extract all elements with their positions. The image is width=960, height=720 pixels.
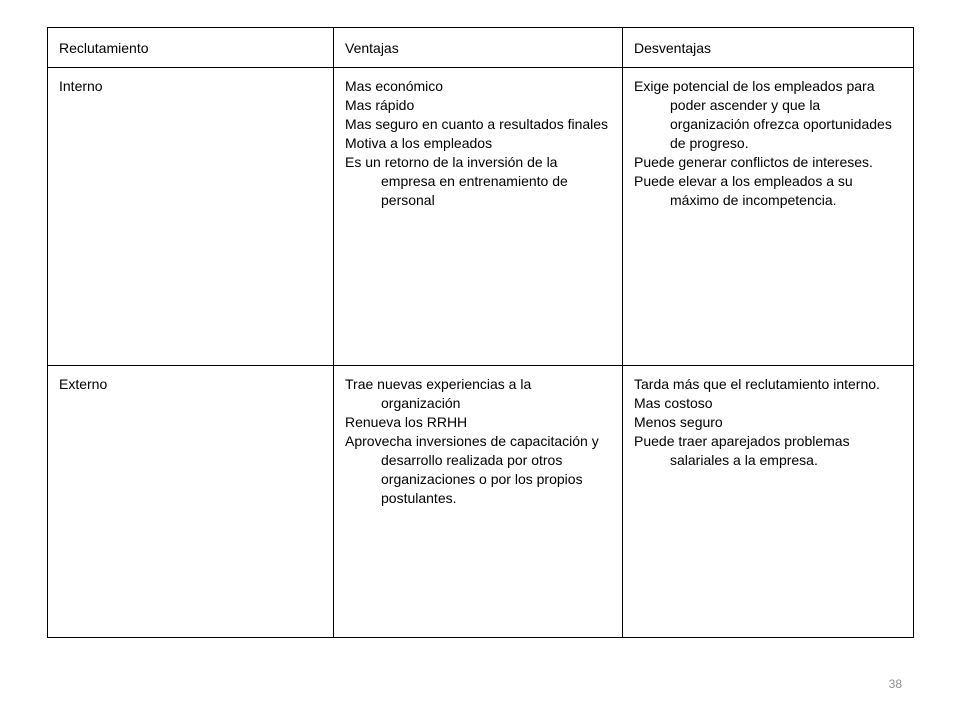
list-item: Mas costoso (634, 395, 713, 411)
list-item: Puede generar conflictos de intereses. (634, 154, 873, 170)
cell-desventajas-interno (623, 68, 914, 366)
header-reclutamiento: Reclutamiento (48, 28, 334, 68)
recruitment-comparison-table (47, 27, 914, 638)
cell-ventajas-externo (334, 366, 623, 638)
desventajas-list-interno (634, 77, 901, 210)
header-ventajas: Ventajas (334, 28, 623, 68)
ventajas-list-interno (345, 77, 610, 210)
list-item: Mas rápido (345, 97, 415, 113)
list-item: Mas seguro en cuanto a resultados finales (345, 116, 609, 132)
cell-ventajas-interno (334, 68, 623, 366)
list-item: Es un retorno de la inversión de la empresa en entrenamiento de personal (345, 154, 568, 208)
ventajas-list-externo (345, 375, 610, 508)
list-item: Renueva los RRHH (345, 414, 468, 430)
cell-type-externo (48, 366, 334, 638)
page-number: 38 (888, 677, 902, 691)
list-item: Tarda más que el reclutamiento interno. (634, 376, 880, 392)
list-item: Puede traer aparejados problemas salariales a la empresa. (634, 433, 850, 468)
cell-type-interno (48, 68, 334, 366)
list-item: Menos seguro (634, 414, 723, 430)
table-header-row (48, 28, 914, 68)
list-item: Puede elevar a los empleados a su máximo de incompetencia. (634, 173, 853, 208)
list-item: Trae nuevas experiencias a la organización (345, 376, 532, 411)
desventajas-list-externo (634, 375, 901, 470)
list-item: Aprovecha inversiones de capacitación y desarrollo realizada por otros organizaciones o por los propios postulantes. (345, 433, 599, 506)
header-desventajas: Desventajas (623, 28, 914, 68)
list-item: Motiva a los empleados (345, 135, 493, 151)
table-row-externo (48, 366, 914, 638)
table-row-interno (48, 68, 914, 366)
list-item: Exige potencial de los empleados para poder ascender y que la organización ofrezca oportunidades de progreso. (634, 78, 892, 151)
list-item: Mas económico (345, 78, 444, 94)
row-label-interno: Interno (59, 78, 103, 94)
cell-desventajas-externo (623, 366, 914, 638)
row-label-externo: Externo (59, 376, 108, 392)
